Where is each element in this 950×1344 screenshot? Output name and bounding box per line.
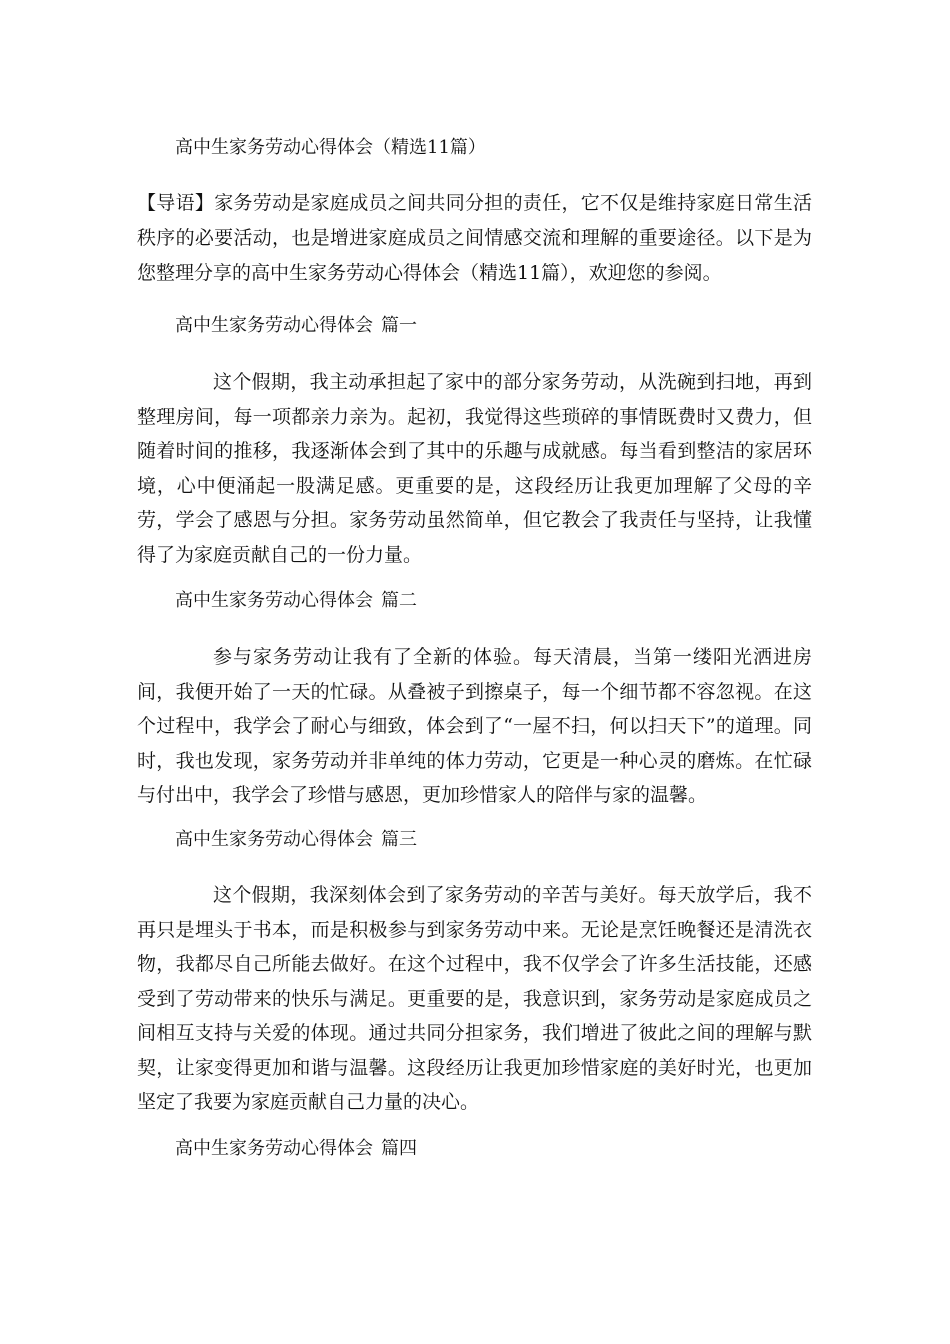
section-heading-text: 高中生家务劳动心得体会 (175, 829, 373, 850)
section-heading-text: 高中生家务劳动心得体会 (175, 315, 373, 336)
section-number: 篇二 (381, 590, 417, 611)
section-body-2: 参与家务劳动让我有了全新的体验。每天清晨，当第一缕阳光洒进房间，我便开始了一天的忙碌。从叠被子到擦桌子，每一个细节都不容忽视。在这个过程中，我学会了耐心与细致，体会到了“一屋不扫，何以扫天下”的道理。同时，我也发现，家务劳动并非单纯的体力劳动，它更是一种心灵的磨炼。在忙碌与付出中，我学会了珍惜与感恩，更加珍惜家人的陪伴与家的温馨。 (137, 646, 812, 806)
document-title: 高中生家务劳动心得体会（精选11篇） (175, 137, 486, 158)
section-heading-text: 高中生家务劳动心得体会 (175, 590, 373, 611)
section-heading-text: 高中生家务劳动心得体会 (175, 1138, 373, 1159)
section-heading-3 (175, 826, 417, 854)
section-number: 篇四 (381, 1138, 417, 1159)
section-body-3: 这个假期，我深刻体会到了家务劳动的辛苦与美好。每天放学后，我不再只是埋头于书本，而是积极参与到家务劳动中来。无论是烹饪晚餐还是清洗衣物，我都尽自己所能去做好。在这个过程中，我不仅学会了许多生活技能，还感受到了劳动带来的快乐与满足。更重要的是，我意识到，家务劳动是家庭成员之间相互支持与关爱的体现。通过共同分担家务，我们增进了彼此之间的理解与默契，让家变得更加和谐与温馨。这段经历让我更加珍惜家庭的美好时光，也更加坚定了我要为家庭贡献自己力量的决心。 (137, 884, 812, 1113)
section-heading-2 (175, 587, 417, 615)
section-number: 篇一 (381, 315, 417, 336)
intro-paragraph (137, 186, 812, 291)
section-body-1: 这个假期，我主动承担起了家中的部分家务劳动，从洗碗到扫地，再到整理房间，每一项都亲力亲为。起初，我觉得这些琐碎的事情既费时又费力，但随着时间的推移，我逐渐体会到了其中的乐趣与成就感。每当看到整洁的家居环境，心中便涌起一股满足感。更重要的是，这段经历让我更加理解了父母的辛劳，学会了感恩与分担。家务劳动虽然简单，但它教会了我责任与坚持，让我懂得了为家庭贡献自己的一份力量。 (137, 371, 812, 566)
section-heading-1 (175, 312, 417, 340)
section-number: 篇三 (381, 829, 417, 850)
intro-label: 【导语】 (137, 192, 215, 214)
section-heading-4 (175, 1135, 417, 1163)
intro-text: 家务劳动是家庭成员之间共同分担的责任，它不仅是维持家庭日常生活秩序的必要活动，也是增进家庭成员之间情感交流和理解的重要途径。以下是为您整理分享的高中生家务劳动心得体会（精选11篇），欢迎您的参阅。 (137, 192, 812, 284)
